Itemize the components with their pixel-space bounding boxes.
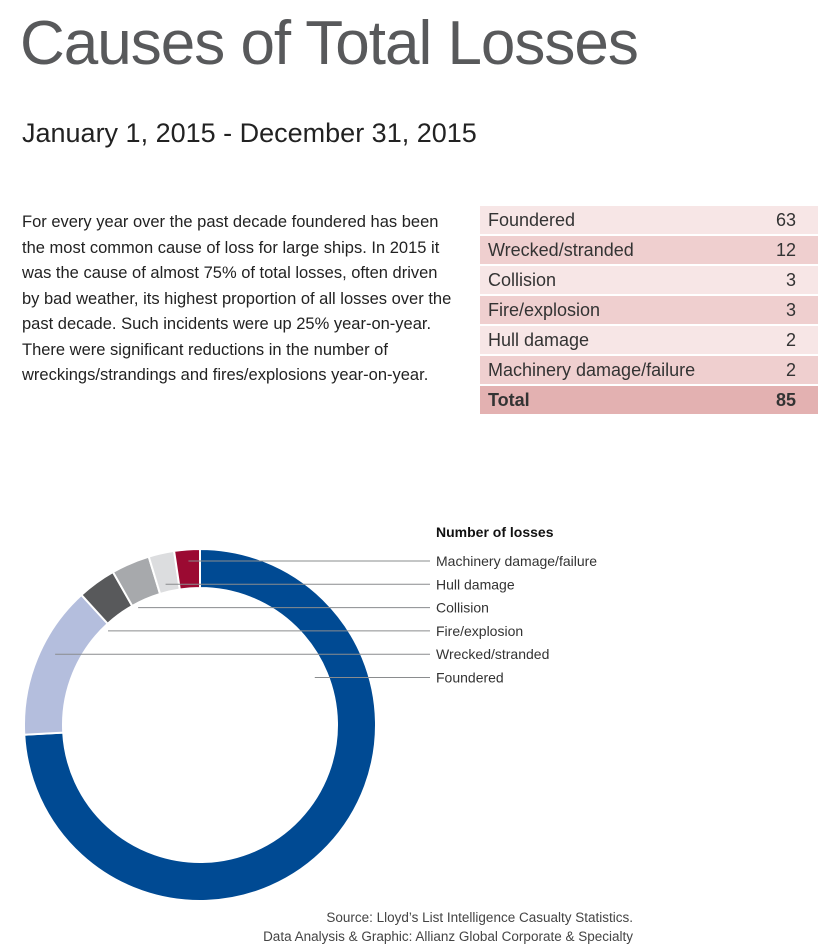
table-row: [480, 296, 818, 324]
row-value: 12: [748, 236, 818, 264]
row-label: Foundered: [480, 206, 748, 234]
source-line-1: Source: Lloyd’s List Intelligence Casualty Statistics.: [326, 910, 633, 925]
table-row: [480, 206, 818, 234]
donut-slice-machinery-damage-failure: [174, 549, 200, 589]
row-label: Hull damage: [480, 326, 748, 354]
row-label: Fire/explosion: [480, 296, 748, 324]
donut-slice-wrecked-stranded: [24, 595, 108, 735]
table-row: [480, 356, 818, 384]
legend-label: Machinery damage/failure: [436, 553, 598, 569]
row-value: 3: [748, 296, 818, 324]
losses-table: [480, 204, 818, 416]
table-row: [480, 326, 818, 354]
total-label: Total: [480, 386, 748, 414]
row-label: Collision: [480, 266, 748, 294]
row-value: 2: [748, 356, 818, 384]
body-text: For every year over the past decade foundered has been the most common cause of loss for large ships. In 2015 it was the cause of almost 75% of total losses, often driven by bad weather, its highest proportion of all losses over the past decade. Such incidents were up 25% year-on-year. There were significant reductions in the number of wreckings/strandings and fires/explosions year-on-year.: [22, 213, 452, 384]
legend-label: Foundered: [436, 669, 504, 686]
page-title: Causes of Total Losses: [20, 9, 638, 78]
row-label: Wrecked/stranded: [480, 236, 748, 264]
legend-label: Collision: [436, 599, 489, 616]
table-row: [480, 236, 818, 264]
row-value: 2: [748, 326, 818, 354]
row-label: Machinery damage/failure: [480, 356, 748, 384]
total-value: 85: [748, 386, 818, 414]
row-value: 63: [748, 206, 818, 234]
source-note: [263, 908, 633, 946]
source-line-2: Data Analysis & Graphic: Allianz Global Corporate & Specialty: [263, 929, 633, 944]
legend-label: Fire/explosion: [436, 622, 524, 639]
legend-label: Wrecked/stranded: [436, 646, 550, 663]
legend-label: Hull damage: [436, 576, 515, 593]
table-row: [480, 266, 818, 294]
losses-donut-chart: [0, 500, 825, 905]
chart-title: Number of losses: [436, 524, 554, 540]
date-range: January 1, 2015 - December 31, 2015: [22, 118, 477, 148]
table-total-row: [480, 386, 818, 414]
row-value: 3: [748, 266, 818, 294]
